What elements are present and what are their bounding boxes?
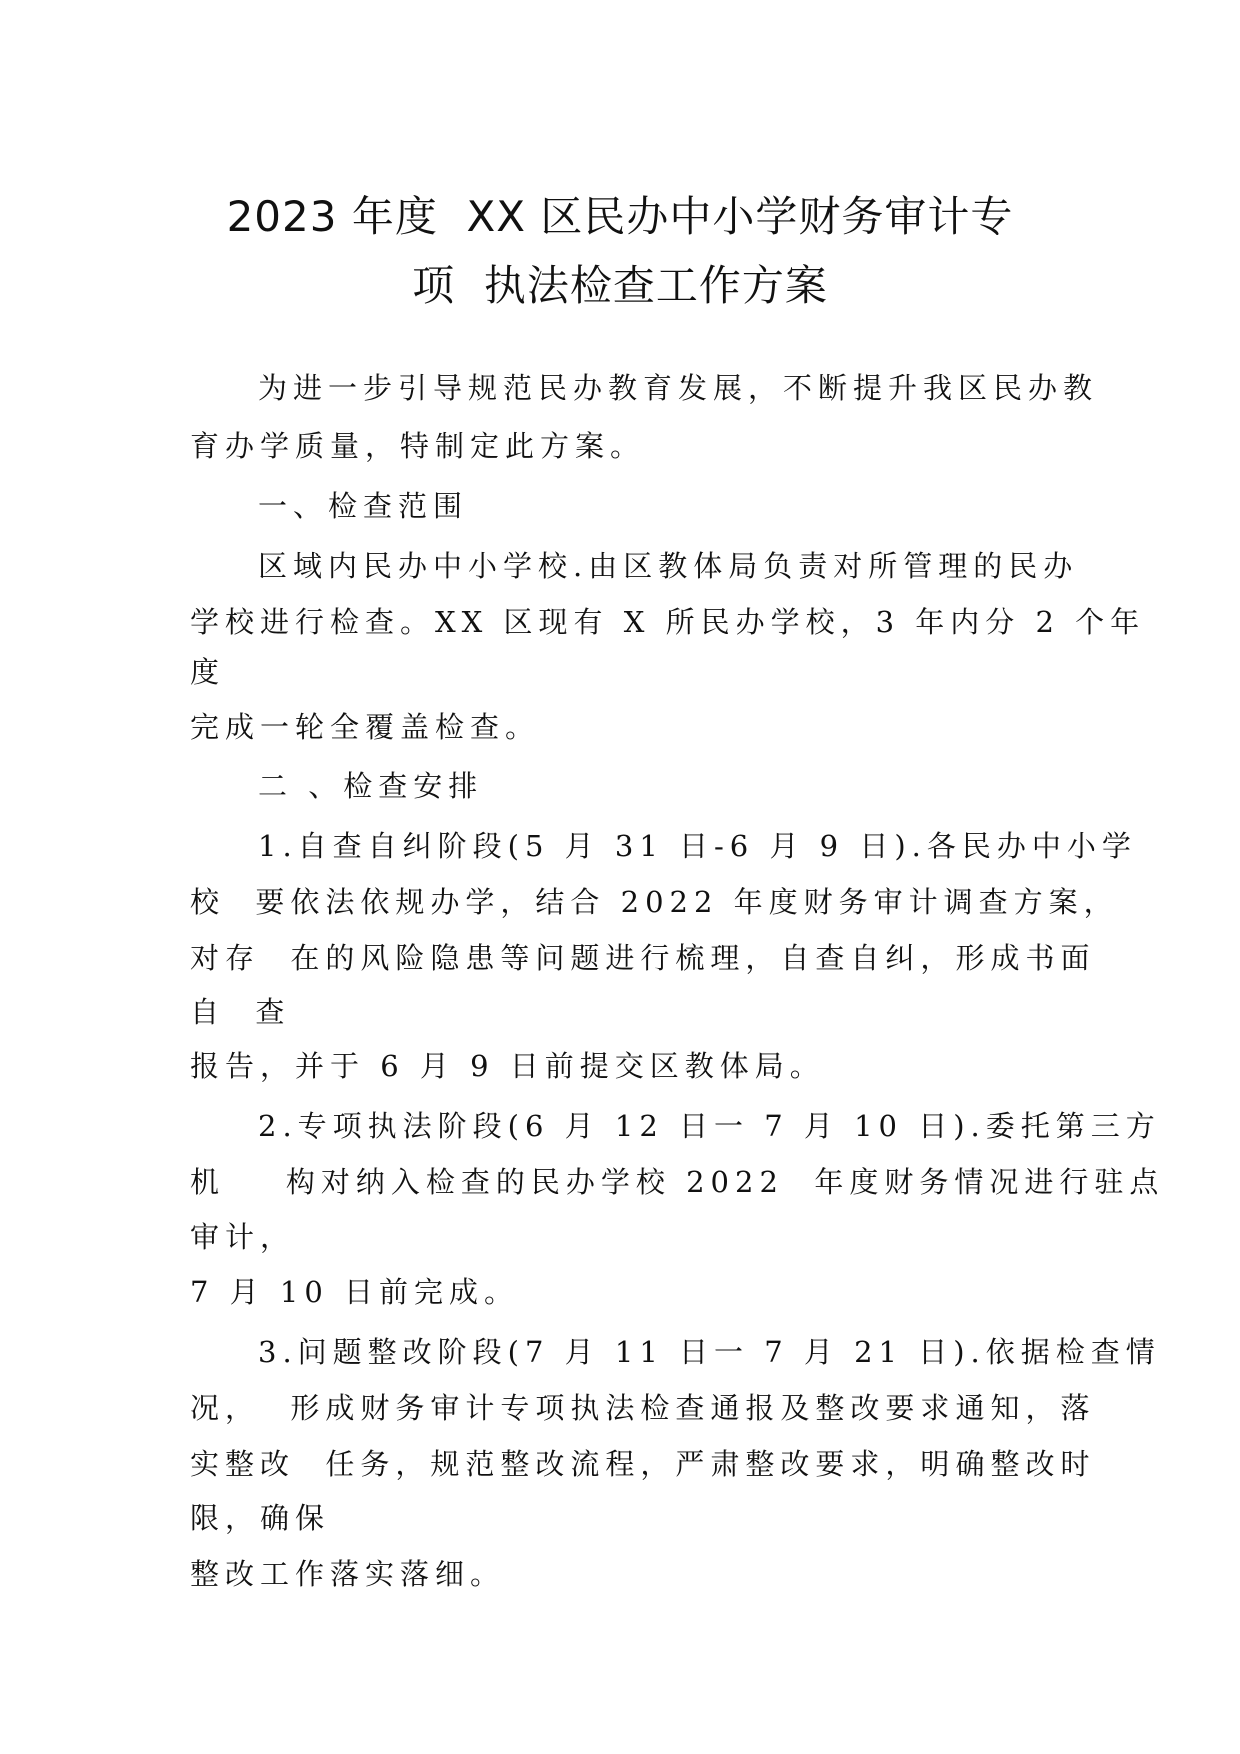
document-title-line-2: 项 执法检查工作方案 (412, 261, 828, 310)
item-3-line-4: 限，确保 (190, 1501, 331, 1535)
item-3-line-3: 实整改 任务，规范整改流程，严肃整改要求，明确整改时 (190, 1447, 1096, 1481)
item-1-line-2: 校 要依法依规办学，结合 2022 年度财务审计调查方案， (190, 885, 1119, 919)
item-1-line-3: 对存 在的风险隐患等问题进行梳理，自查自纠，形成书面 (190, 941, 1096, 975)
paragraph-scope-line-1: 区域内民办中小学校.由区教体局负责对所管理的民办 (258, 549, 1079, 583)
item-3-line-5: 整改工作落实落细。 (190, 1557, 506, 1591)
paragraph-scope-line-3: 度 (190, 655, 226, 689)
item-1-line-1: 1.自查自纠阶段(5 月 31 日-6 月 9 日).各民办中小学 (258, 829, 1137, 863)
item-1-line-4: 自 查 (190, 995, 291, 1029)
item-3-line-2: 况， 形成财务审计专项执法检查通报及整改要求通知，落 (190, 1391, 1096, 1425)
paragraph-scope-line-2: 学校进行检查。XX 区现有 X 所民办学校，3 年内分 2 个年 (190, 605, 1146, 639)
paragraph-intro-line-1: 为进一步引导规范民办教育发展，不断提升我区民办教 (258, 371, 1099, 405)
section-heading-arrangement: 二 、检查安排 (258, 769, 484, 803)
section-heading-scope: 一、检查范围 (258, 489, 469, 523)
paragraph-intro-line-2: 育办学质量，特制定此方案。 (190, 429, 646, 463)
item-2-line-1: 2.专项执法阶段(6 月 12 日一 7 月 10 日).委托第三方 (258, 1109, 1161, 1143)
item-2-line-2: 机 构对纳入检查的民办学校 2022 年度财务情况进行驻点 (190, 1165, 1165, 1199)
document-title-line-1: 2023 年度 XX 区民办中小学财务审计专 (226, 192, 1014, 241)
paragraph-scope-line-4: 完成一轮全覆盖检查。 (190, 710, 541, 744)
item-1-line-5: 报告，并于 6 月 9 日前提交区教体局。 (190, 1049, 825, 1083)
item-2-line-3: 审计， (190, 1220, 296, 1254)
item-3-line-1: 3.问题整改阶段(7 月 11 日一 7 月 21 日).依据检查情 (258, 1335, 1161, 1369)
item-2-line-4: 7 月 10 日前完成。 (190, 1275, 520, 1309)
